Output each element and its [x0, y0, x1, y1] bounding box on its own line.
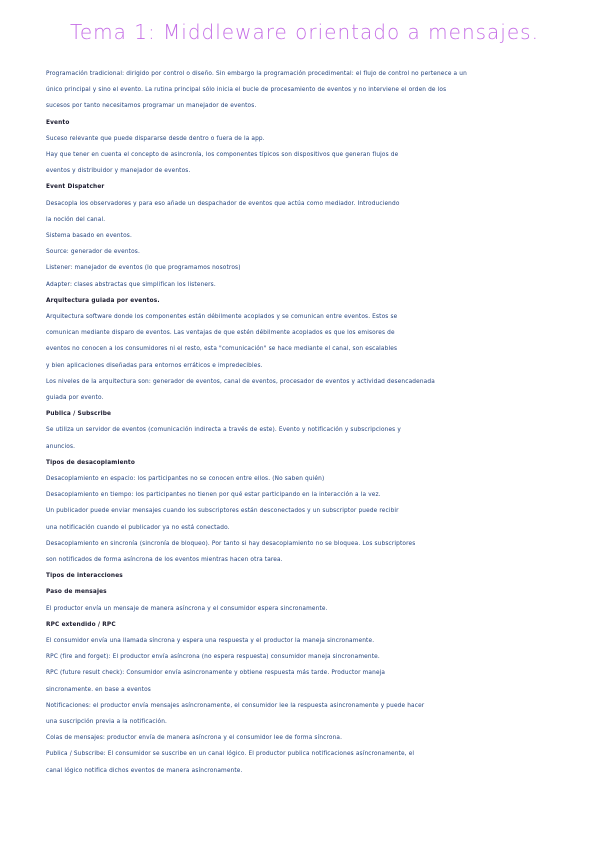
note-line: único principal y sino el evento. La rutina principal sólo inicia el bucle de procesamiento de eventos y no interviene el orden de los [46, 87, 447, 94]
note-line: Publica / Subscribe: El consumidor se suscribe en un canal lógico. El productor publica notificaciones asíncronamente, el [46, 751, 415, 758]
note-line: Un publicador puede enviar mensajes cuando los subscriptores están desconectados y un subscriptor puede recibir [46, 508, 399, 515]
note-line: Desacoplamiento en tiempo: los participantes no tienen por qué estar participando en la interacción a la vez. [46, 492, 381, 499]
page-title: Tema 1: Middleware orientado a mensajes. [70, 20, 539, 44]
note-line: Los niveles de la arquitectura son: generador de eventos, canal de eventos, procesador de eventos y actividad desencadenada [46, 378, 435, 385]
note-line: comunican mediante disparo de eventos. Las ventajas de que estén débilmente acoplados es que los emisores de [46, 330, 395, 337]
note-line: anuncios. [46, 443, 76, 450]
note-line: una notificación cuando el publicador ya no está conectado. [46, 524, 230, 531]
note-line: sucesos por tanto necesitamos programar un manejador de eventos. [46, 103, 257, 110]
note-line: la noción del canal. [46, 216, 106, 223]
note-line: y bien aplicaciones diseñadas para entornos erráticos e impredecibles. [46, 362, 263, 369]
note-line: Listener: manejador de eventos (lo que programamos nosotros) [46, 265, 241, 272]
note-line: eventos y distribuidor y manejador de eventos. [46, 168, 191, 175]
note-line: RPC (future result check): Consumidor envía asincronamente y obtiene respuesta más tarde. Productor maneja [46, 670, 386, 677]
note-line: Publica / Subscribe [46, 411, 112, 418]
note-line: El consumidor envía una llamada síncrona y espera una respuesta y el productor la maneja sincronamente. [46, 638, 375, 644]
note-line: Tipos de desacoplamiento [46, 459, 135, 466]
note-line: Paso de mensajes [46, 589, 107, 596]
note-line: Desacoplamiento en sincronía (sincronía de bloqueo). Por tanto si hay desacoplamiento no se bloquea. Los subscriptores [46, 540, 416, 547]
note-line: Event Dispatcher [46, 184, 105, 191]
note-line: guiada por evento. [46, 395, 104, 401]
note-line: Suceso relevante que puede dispararse desde dentro o fuera de la app. [46, 135, 265, 142]
note-line: canal lógico notifica dichos eventos de manera asíncronamente. [46, 767, 243, 774]
note-line: Evento [46, 119, 70, 126]
note-line: RPC (fire and forget): El productor envía asíncrona (no espera respuesta) consumidor maneja sincronamente. [46, 654, 380, 661]
note-line: Adapter: clases abstractas que simplifican los listeners. [46, 281, 216, 288]
note-line: Desacoplamiento en espacio: los participantes no se conocen entre ellos. (No saben quién) [46, 476, 325, 482]
note-line: Hay que tener en cuenta el concepto de asincronía, los componentes típicos son dispositivos que generan flujos de [46, 152, 399, 158]
note-line: RPC extendido / RPC [46, 621, 116, 628]
note-line: Desacopla los observadores y para eso añade un despachador de eventos que actúa como mediador. Introduciendo [46, 200, 400, 207]
note-line: una suscripción previa a la notificación. [46, 719, 168, 725]
note-line: Se utiliza un servidor de eventos (comunicación indirecta a través de este). Evento y notificación y subscripciones y [46, 427, 401, 434]
note-line: sincronamente. en base a eventos [46, 686, 151, 693]
note-line: El productor envía un mensaje de manera asíncrona y el consumidor espera sincronamente. [46, 605, 328, 612]
note-line: Tipos de interacciones [46, 573, 123, 580]
note-line: son notificados de forma asíncrona de los eventos mientras hacen otra tarea. [46, 557, 283, 563]
note-line: Notificaciones: el productor envía mensajes asíncronamente, el consumidor lee la respuesta asincronamente y puede hacer [46, 702, 425, 709]
note-line: Colas de mensajes: productor envía de manera asíncrona y el consumidor lee de forma síncrona. [46, 735, 343, 742]
note-line: eventos no conocen a los consumidores ni el resto, esta "comunicación" se hace mediante el canal, son escalables [46, 346, 398, 353]
note-line: Arquitectura guiada por eventos. [46, 297, 160, 304]
note-line: Source: generador de eventos. [46, 249, 140, 256]
note-line: Programación tradicional: dirigido por control o diseño. Sin embargo la programación procedimental: el flujo de control no pertenece a un [46, 71, 467, 77]
note-line: Sistema basado en eventos. [46, 233, 132, 239]
note-line: Arquitectura software donde los componentes están débilmente acoplados y se comunican entre eventos. Estos se [46, 314, 398, 320]
